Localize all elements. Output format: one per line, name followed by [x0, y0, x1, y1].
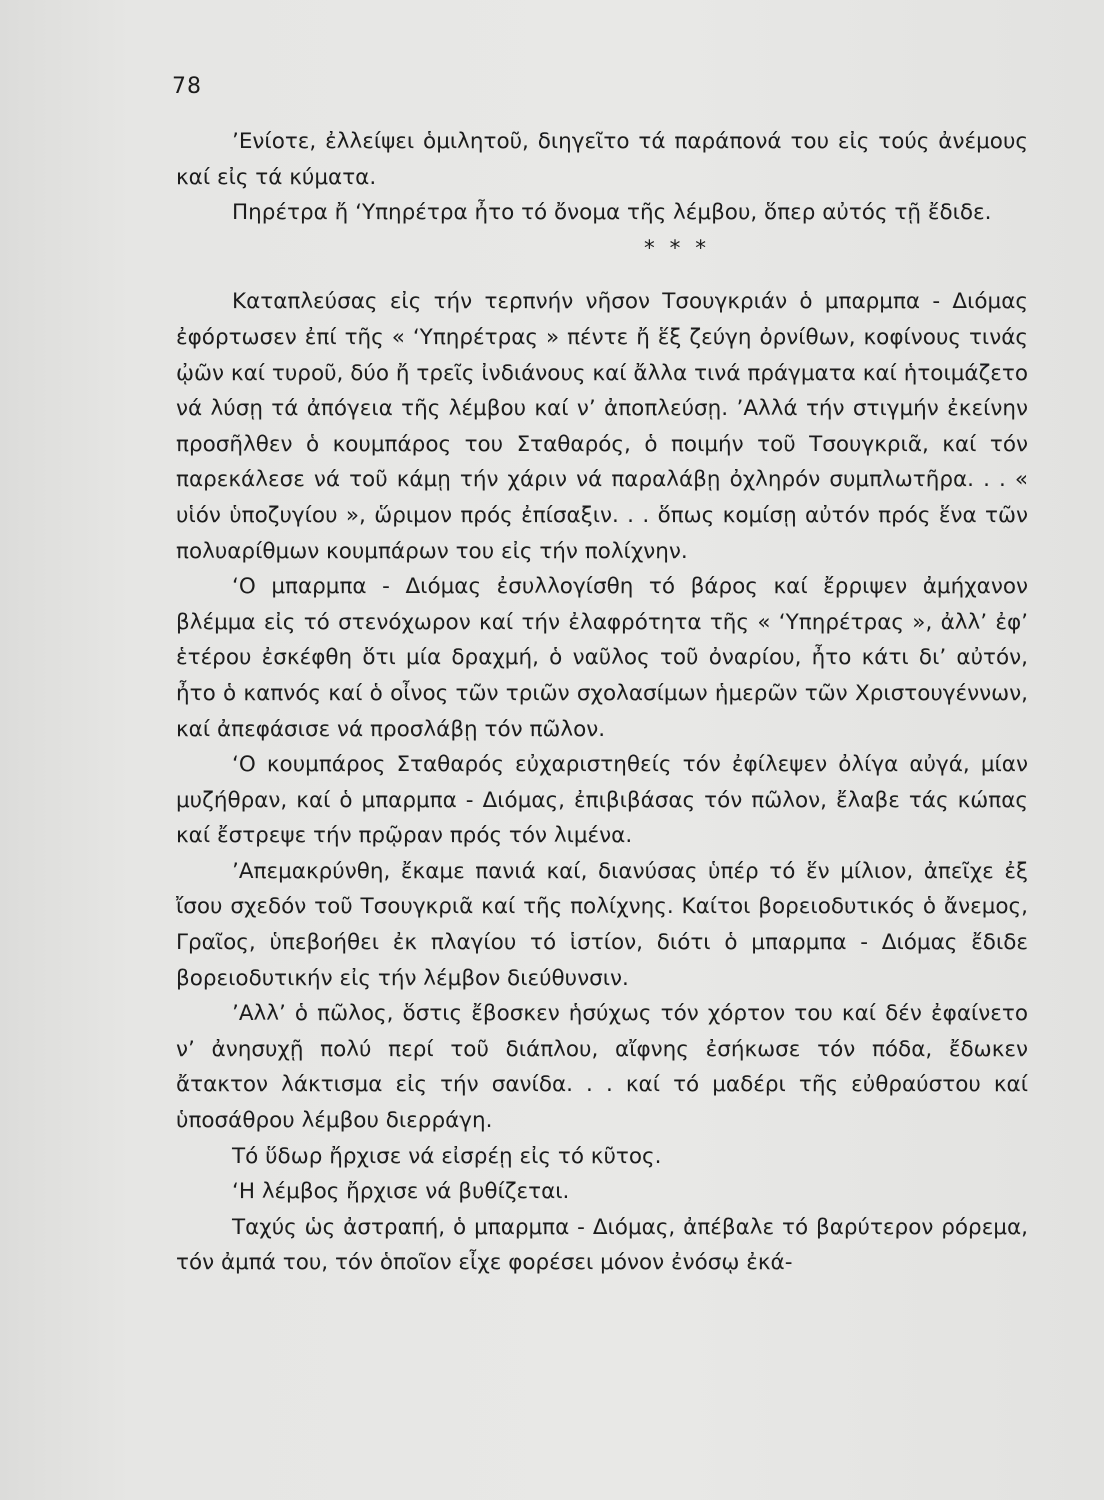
paragraph: Ταχύς ὡς ἀστραπή, ὁ μπαρμπα - Διόμας, ἀπέβαλε τό βαρύτερον ρόρεμα, τόν ἀμπά του, τόν ὁποῖον εἶχε φορέσει μόνον ἐνόσῳ ἐκά-: [176, 1214, 1028, 1276]
spacer: [176, 266, 1028, 284]
paragraph: Τό ὕδωρ ἤρχισε νά εἰσρέῃ εἰς τό κῦτος.: [232, 1143, 662, 1169]
section-separator: * * *: [644, 235, 710, 261]
paragraph: ’Απεμακρύνθη, ἔκαμε πανιά καί, διανύσας ὑπέρ τό ἕν μίλιον, ἀπεῖχε ἐξ ἴσου σχεδόν τοῦ Τσουγκριᾶ καί τῆς πολίχνης. Καίτοι βορειοδυτικός ὁ ἄνεμος, Γραῖος, ὑπεβοήθει ἐκ πλαγίου τό ἱστίον, διότι ὁ μπαρμπα - Διόμας ἔδιδε βορειοδυτικήν εἰς τήν λέμβον διεύθυνσιν.: [176, 858, 1028, 991]
paragraph: Καταπλεύσας εἰς τήν τερπνήν νῆσον Τσουγκριάν ὁ μπαρμπα - Διόμας ἐφόρτωσεν ἐπί τῆς « ‘Υπηρέτρας » πέντε ἤ ἕξ ζεύγη ὀρνίθων, κοφίνους τινάς ᾠῶν καί τυροῦ, δύο ἤ τρεῖς ἰνδιάνους καί ἄλλα τινά πράγματα καί ἡτοιμάζετο νά λύσῃ τά ἀπόγεια τῆς λέμβου καί ν’ ἀποπλεύσῃ. ’Αλλά τήν στιγμήν ἐκείνην προσῆλθεν ὁ κουμπάρος του Σταθαρός, ὁ ποιμήν τοῦ Τσουγκριᾶ, καί τόν παρεκάλεσε νά τοῦ κάμῃ τήν χάριν νά παραλάβῃ ὀχληρόν συμπλωτῆρα. . . « υἱόν ὑποζυγίου », ὥριμον πρός ἐπίσαξιν. . . ὅπως κομίσῃ αὐτόν πρός ἕνα τῶν πολυαρίθμων κουμπάρων του εἰς τήν πολίχνην.: [176, 289, 1028, 564]
page-number: 78: [172, 74, 202, 99]
paragraph: ‘Ο κουμπάρος Σταθαρός εὐχαριστηθείς τόν ἐφίλεψεν ὀλίγα αὐγά, μίαν μυζήθραν, καί ὁ μπαρμπα - Διόμας, ἐπιβιβάσας τόν πῶλον, ἔλαβε τάς κώπας καί ἔστρεψε τήν πρῷραν πρός τόν λιμένα.: [176, 752, 1028, 849]
paragraph: ‘Η λέμβος ἤρχισε νά βυθίζεται.: [232, 1179, 570, 1205]
paragraph: ’Ενίοτε, ἐλλείψει ὁμιλητοῦ, διηγεῖτο τά παράπονά του εἰς τούς ἀνέμους καί εἰς τά κύματα.: [176, 129, 1028, 190]
paragraph: Πηρέτρα ἤ ‘Υπηρέτρα ἦτο τό ὄνομα τῆς λέμβου, ὅπερ αὐτός τῇ ἔδιδε.: [232, 200, 992, 226]
paragraph: ’Αλλ’ ὁ πῶλος, ὅστις ἔβοσκεν ἡσύχως τόν χόρτον του καί δέν ἐφαίνετο ν’ ἀνησυχῇ πολύ περί τοῦ διάπλου, αἴφνης ἐσήκωσε τόν πόδα, ἔδωκεν ἄτακτον λάκτισμα εἰς τήν σανίδα. . . καί τό μαδέρι τῆς εὐθραύστου καί ὑποσάθρου λέμβου διερράγη.: [176, 1001, 1028, 1134]
paragraph: ‘Ο μπαρμπα - Διόμας ἐσυλλογίσθη τό βάρος καί ἔρριψεν ἀμήχανον βλέμμα εἰς τό στενόχωρον καί τήν ἐλαφρότητα τῆς « ‘Υπηρέτρας », ἀλλ’ ἐφ’ ἑτέρου ἐσκέφθη ὅτι μία δραχμή, ὁ ναῦλος τοῦ ὀναρίου, ἦτο κάτι δι’ αὐτόν, ἦτο ὁ καπνός καί ὁ οἶνος τῶν τριῶν σχολασίμων ἡμερῶν τῶν Χριστουγέννων, καί ἀπεφάσισε νά προσλάβῃ τόν πῶλον.: [176, 574, 1028, 742]
body-text: [176, 124, 1028, 1281]
